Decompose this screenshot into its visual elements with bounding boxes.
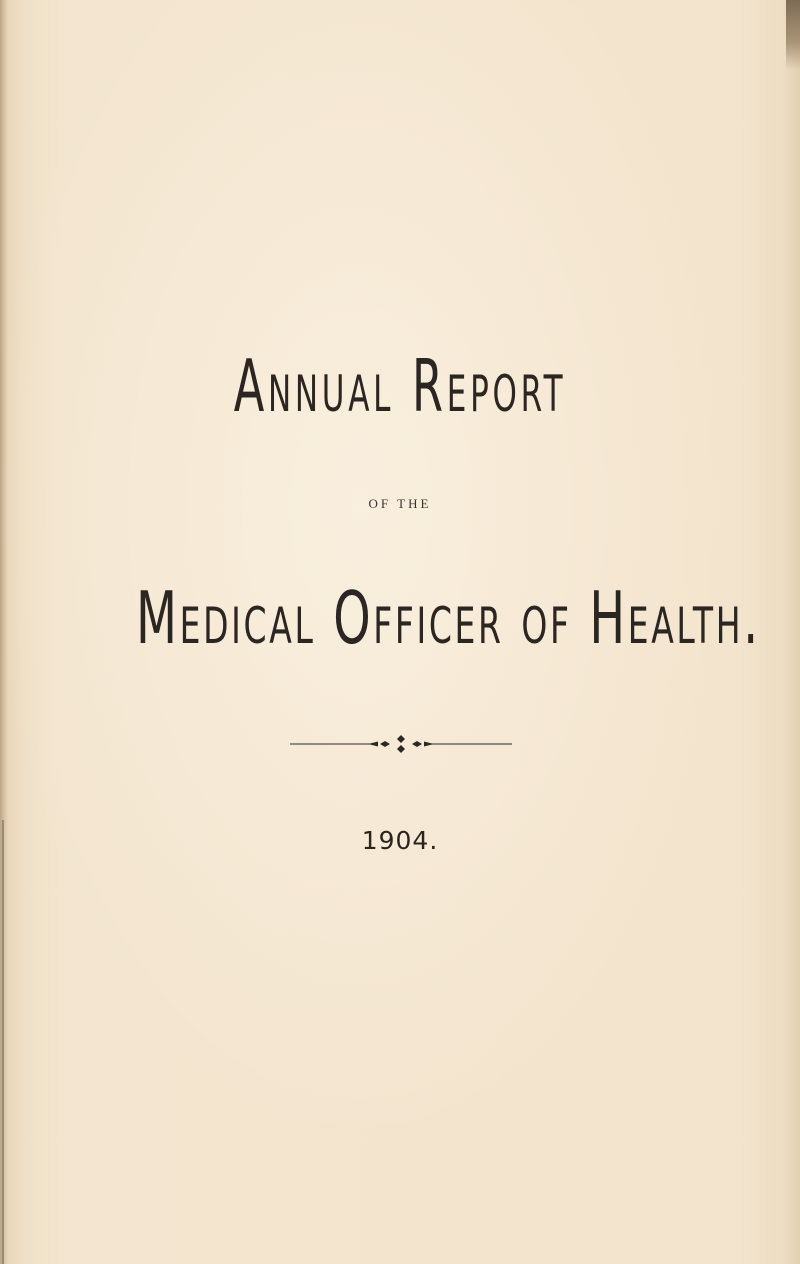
diamond-ornament-icon bbox=[290, 732, 512, 756]
title-medical-officer: Medical Officer of Health. bbox=[136, 576, 761, 660]
corner-wear bbox=[786, 0, 800, 70]
binding-line bbox=[2, 820, 4, 1264]
title-annual-report: Annual Report bbox=[233, 344, 567, 428]
subtitle-of-the: OF THE bbox=[368, 496, 432, 511]
publication-year: 1904. bbox=[361, 826, 439, 855]
